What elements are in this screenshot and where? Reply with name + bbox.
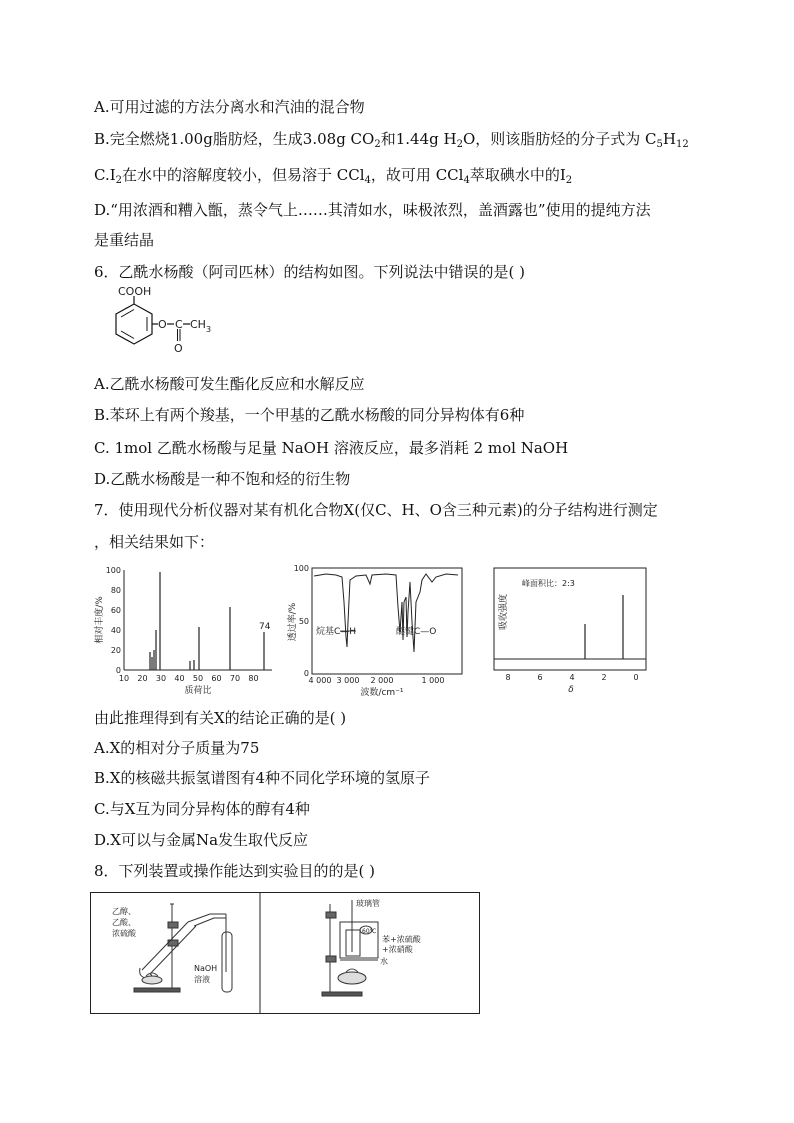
nmr-xtick-2: 2 <box>601 673 607 682</box>
ms-peak-label: 74 <box>259 622 271 632</box>
ir-ytick-0: 0 <box>303 669 309 678</box>
mass-spectrum-chart <box>94 562 284 697</box>
ir-annotation-co: 醚键C—O <box>396 627 437 637</box>
naoh-solution-label: 溶液 <box>194 975 210 984</box>
q6-option-b: B.苯环上有两个羧基，一个甲基的乙酰水杨酸的同分异构体有6种 <box>94 406 525 424</box>
nmr-area-ratio: 峰面积比：2:3 <box>522 579 575 588</box>
ir-xtick-1000: 1 000 <box>421 676 445 685</box>
q5-option-a: A.可用过滤的方法分离水和汽油的混合物 <box>94 98 365 116</box>
ms-xtick-70: 70 <box>229 674 241 683</box>
q8-stem: 8．下列装置或操作能达到实验目的的是( ) <box>94 862 376 880</box>
water-label: 水 <box>380 957 388 966</box>
ir-xtick-4000: 4 000 <box>308 676 332 685</box>
q6-option-d: D.乙酰水杨酸是一种不饱和烃的衍生物 <box>94 470 351 488</box>
ir-ylabel: 透过率/% <box>288 602 298 642</box>
carbonyl-o-label: O <box>174 342 183 355</box>
glass-tube-label: 玻璃管 <box>356 899 380 908</box>
q7-question: 由此推理得到有关X的结论正确的是( ) <box>94 709 347 727</box>
ester-reagent-label-1: 乙醇、 <box>112 907 136 916</box>
ir-ytick-50: 50 <box>298 617 309 626</box>
q5-option-d-line1: D.“用浓酒和糟入甑，蒸令气上……其清如水，味极浓烈，盖酒露也”使用的提纯方法 <box>94 201 651 219</box>
ir-annotation-ch: 烷基C—H <box>316 627 357 637</box>
reagent-mix-label-1: 苯+浓硫酸 <box>382 935 421 944</box>
ir-xtick-2000: 2 000 <box>370 676 394 685</box>
q6-option-c: C. 1mol 乙酰水杨酸与足量 NaOH 溶液反应，最多消耗 2 mol NaOH <box>94 439 569 457</box>
ir-xlabel: 波数/cm⁻¹ <box>360 688 404 697</box>
q5-option-b: B.完全燃烧1.00g脂肪烃，生成3.08g $CO_2$和1.44g $H_2O$，则该脂肪烃的分子式为 $C_5H_{12}$ <box>94 130 689 150</box>
ester-apparatus <box>134 904 232 992</box>
ir-xtick-3000: 3 000 <box>336 676 360 685</box>
reagent-mix-label-2: +浓硝酸 <box>382 945 413 954</box>
q7-option-b: B.X的核磁共振氢谱图有4种不同化学环境的氢原子 <box>94 769 431 787</box>
ms-xtick-40: 40 <box>174 674 185 683</box>
ms-ytick-0: 0 <box>115 666 121 675</box>
ir-trace <box>314 574 458 652</box>
ir-ytick-100: 100 <box>293 564 309 573</box>
ms-xtick-30: 30 <box>155 674 167 683</box>
ms-xtick-50: 50 <box>192 674 204 683</box>
ir-spectrum-chart <box>286 562 476 697</box>
carbonyl-c-label: C <box>175 318 183 331</box>
q6-option-a: A.乙酰水杨酸可发生酯化反应和水解反应 <box>94 375 365 393</box>
nmr-xtick-6: 6 <box>537 673 543 682</box>
ms-ytick-60: 60 <box>110 606 121 615</box>
ester-reagent-label-3: 浓硫酸 <box>112 929 136 938</box>
q7-stem-line1: 7．使用现代分析仪器对某有机化合物X(仅C、H、O含三种元素)的分子结构进行测定 <box>94 501 658 519</box>
naoh-label: NaOH <box>194 964 218 973</box>
nmr-xlabel: δ <box>568 685 574 695</box>
ms-xlabel: 质荷比 <box>184 686 212 696</box>
ester-reagent-label-2: 乙酸、 <box>112 918 136 927</box>
ms-xtick-20: 20 <box>137 674 148 683</box>
ms-ytick-20: 20 <box>110 646 121 655</box>
nmr-xtick-0: 0 <box>633 673 639 682</box>
nmr-ylabel: 吸收强度 <box>499 593 509 631</box>
q5-option-d-line2: 是重结晶 <box>94 231 155 249</box>
ms-ylabel: 相对丰度/% <box>95 596 105 644</box>
nmr-xtick-4: 4 <box>569 673 575 682</box>
q7-option-a: A.X的相对分子质量为75 <box>94 739 260 757</box>
aspirin-structure <box>94 286 254 366</box>
q7-option-d: D.X可以与金属Na发生取代反应 <box>94 831 309 849</box>
methyl-label: $CH_3$ <box>190 318 212 334</box>
nitration-apparatus <box>322 900 378 996</box>
nmr-xtick-8: 8 <box>505 673 511 682</box>
ms-ytick-100: 100 <box>105 566 121 575</box>
ms-xtick-10: 10 <box>118 674 130 683</box>
ms-ytick-40: 40 <box>110 626 121 635</box>
ms-xtick-80: 80 <box>248 674 259 683</box>
nmr-spectrum-chart <box>484 562 654 697</box>
ms-ytick-80: 80 <box>110 586 121 595</box>
apparatus-table <box>90 892 482 1016</box>
cooh-label: COOH <box>118 286 152 298</box>
q7-stem-line2: ，相关结果如下： <box>94 533 215 551</box>
q7-option-c: C.与X互为同分异构体的醇有4种 <box>94 800 310 818</box>
ester-o-label: O <box>158 318 167 331</box>
q5-option-c: $C.I_2$在水中的溶解度较小，但易溶于 CCl$_4$，故可用 CCl$_4$萃取碘水中的$I_2$ <box>94 166 573 186</box>
temperature-label: 60℃ <box>362 928 377 935</box>
q6-stem: 6．乙酰水杨酸（阿司匹林）的结构如图。下列说法中错误的是( ) <box>94 263 526 281</box>
ms-xtick-60: 60 <box>211 674 222 683</box>
